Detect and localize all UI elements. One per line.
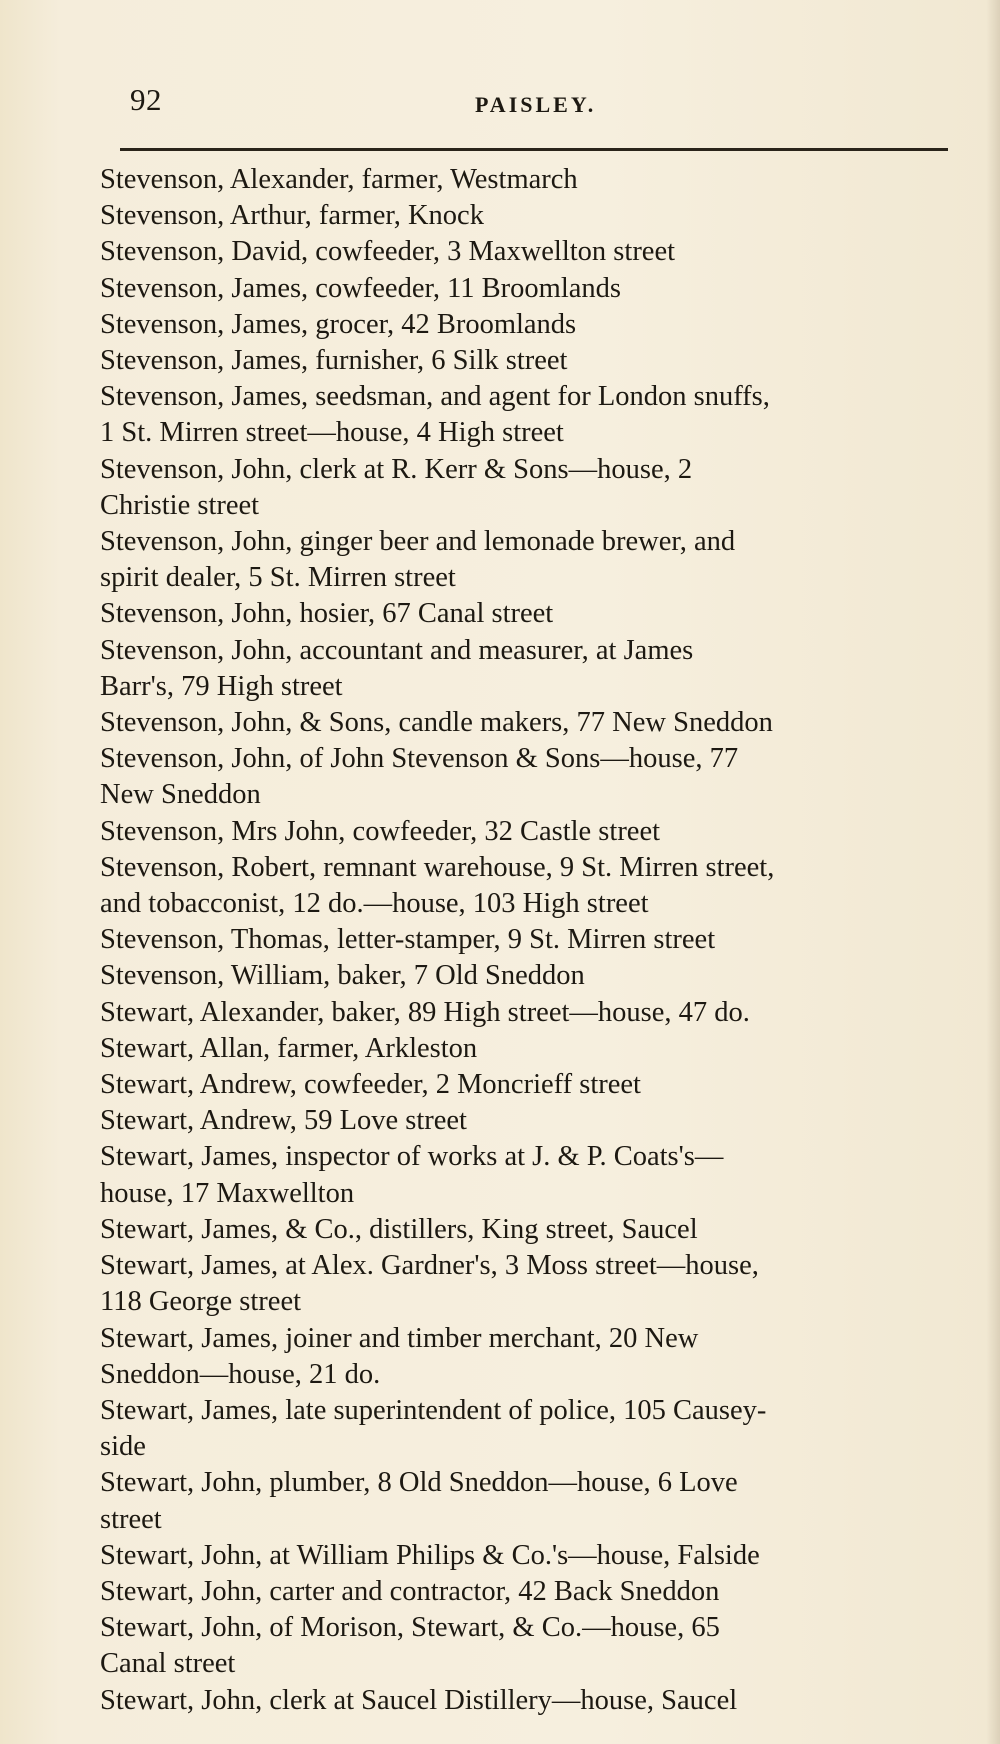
entry-line: Stewart, John, plumber, 8 Old Sneddon—house, 6 Love	[100, 1467, 738, 1499]
entry-line: Stevenson, James, cowfeeder, 11 Broomlands	[100, 272, 621, 304]
directory-entry	[100, 1321, 960, 1393]
directory-entry	[100, 850, 960, 922]
directory-entry	[100, 307, 960, 343]
directory-entry	[100, 1248, 960, 1320]
entry-line: Stevenson, John, hosier, 67 Canal street	[100, 598, 554, 630]
directory-entry	[100, 1574, 960, 1610]
directory-entry	[100, 1465, 960, 1537]
entry-line: Stewart, Alexander, baker, 89 High street—house, 47 do.	[100, 996, 750, 1028]
entry-continuation-line: New Sneddon	[100, 779, 261, 811]
entry-continuation-line: spirit dealer, 5 St. Mirren street	[100, 562, 456, 594]
entry-line: Stewart, James, late superintendent of police, 105 Causey-	[100, 1394, 767, 1426]
directory-entries	[100, 162, 960, 1719]
entry-line: Stevenson, Robert, remnant warehouse, 9 St. Mirren street,	[100, 851, 775, 883]
entry-line: Stewart, John, of Morison, Stewart, & Co.—house, 65	[100, 1612, 720, 1644]
page-edge-shadow	[986, 0, 1000, 1744]
entry-line: Stevenson, John, accountant and measurer, at James	[100, 634, 694, 666]
entry-continuation-line: street	[100, 1503, 162, 1535]
entry-line: Stewart, James, at Alex. Gardner's, 3 Moss street—house,	[100, 1250, 759, 1282]
entry-line: Stevenson, John, ginger beer and lemonade brewer, and	[100, 526, 736, 558]
directory-entry	[100, 271, 960, 307]
entry-line: Stewart, John, clerk at Saucel Distillery—house, Saucel	[100, 1684, 738, 1716]
entry-line: Stewart, Andrew, 59 Love street	[100, 1105, 467, 1137]
page-number: 92	[130, 82, 162, 117]
directory-entry	[100, 234, 960, 270]
directory-entry	[100, 814, 960, 850]
entry-continuation-line: house, 17 Maxwellton	[100, 1177, 355, 1209]
entry-continuation-line: Christie street	[100, 489, 260, 521]
entry-line: Stevenson, John, & Sons, candle makers, 77 New Sneddon	[100, 707, 773, 739]
directory-entry	[100, 1212, 960, 1248]
entry-line: Stewart, James, joiner and timber merchant, 20 New	[100, 1322, 699, 1354]
page-header	[0, 82, 1000, 122]
entry-line: Stewart, Allan, farmer, Arkleston	[100, 1032, 478, 1064]
directory-entry	[100, 452, 960, 524]
entry-line: Stevenson, William, baker, 7 Old Sneddon	[100, 960, 585, 992]
entry-line: Stevenson, Arthur, farmer, Knock	[100, 200, 484, 232]
entry-continuation-line: Sneddon—house, 21 do.	[100, 1358, 381, 1390]
directory-entry	[100, 1139, 960, 1211]
entry-line: Stevenson, James, grocer, 42 Broomlands	[100, 308, 577, 340]
entry-line: Stevenson, James, furnisher, 6 Silk street	[100, 345, 568, 377]
directory-entry	[100, 1103, 960, 1139]
entry-line: Stevenson, David, cowfeeder, 3 Maxwellton street	[100, 236, 676, 268]
directory-entry	[100, 922, 960, 958]
entry-line: Stevenson, James, seedsman, and agent for London snuffs,	[100, 381, 770, 413]
directory-entry	[100, 995, 960, 1031]
entry-line: Stevenson, Thomas, letter-stamper, 9 St. Mirren street	[100, 924, 716, 956]
entry-line: Stevenson, John, of John Stevenson & Sons—house, 77	[100, 743, 739, 775]
directory-entry	[100, 524, 960, 596]
entry-continuation-line: 118 George street	[100, 1286, 302, 1318]
directory-entry	[100, 343, 960, 379]
entry-line: Stevenson, John, clerk at R. Kerr & Sons—house, 2	[100, 453, 693, 485]
entry-continuation-line: 1 St. Mirren street—house, 4 High street	[100, 417, 564, 449]
running-head: PAISLEY.	[475, 92, 597, 117]
directory-entry	[100, 633, 960, 705]
directory-entry	[100, 741, 960, 813]
entry-continuation-line: and tobacconist, 12 do.—house, 103 High street	[100, 888, 649, 920]
entry-line: Stewart, James, inspector of works at J. & P. Coats's—	[100, 1141, 724, 1173]
directory-entry	[100, 1031, 960, 1067]
directory-entry	[100, 1393, 960, 1465]
directory-entry	[100, 198, 960, 234]
directory-entry	[100, 705, 960, 741]
directory-entry	[100, 379, 960, 451]
header-rule	[120, 148, 948, 151]
directory-entry	[100, 1067, 960, 1103]
directory-entry	[100, 162, 960, 198]
entry-line: Stevenson, Mrs John, cowfeeder, 32 Castle street	[100, 815, 661, 847]
entry-line: Stevenson, Alexander, farmer, Westmarch	[100, 164, 578, 195]
entry-line: Stewart, John, at William Philips & Co.'s—house, Falside	[100, 1539, 760, 1571]
entry-line: Stewart, John, carter and contractor, 42 Back Sneddon	[100, 1575, 720, 1607]
entry-continuation-line: side	[100, 1431, 146, 1463]
directory-entry	[100, 1610, 960, 1682]
directory-entry	[100, 596, 960, 632]
entry-continuation-line: Canal street	[100, 1648, 236, 1680]
directory-entry	[100, 1538, 960, 1574]
directory-entry	[100, 958, 960, 994]
entry-line: Stewart, James, & Co., distillers, King street, Saucel	[100, 1213, 698, 1245]
entry-continuation-line: Barr's, 79 High street	[100, 670, 343, 702]
directory-entry	[100, 1683, 960, 1719]
entry-line: Stewart, Andrew, cowfeeder, 2 Moncrieff street	[100, 1069, 641, 1101]
